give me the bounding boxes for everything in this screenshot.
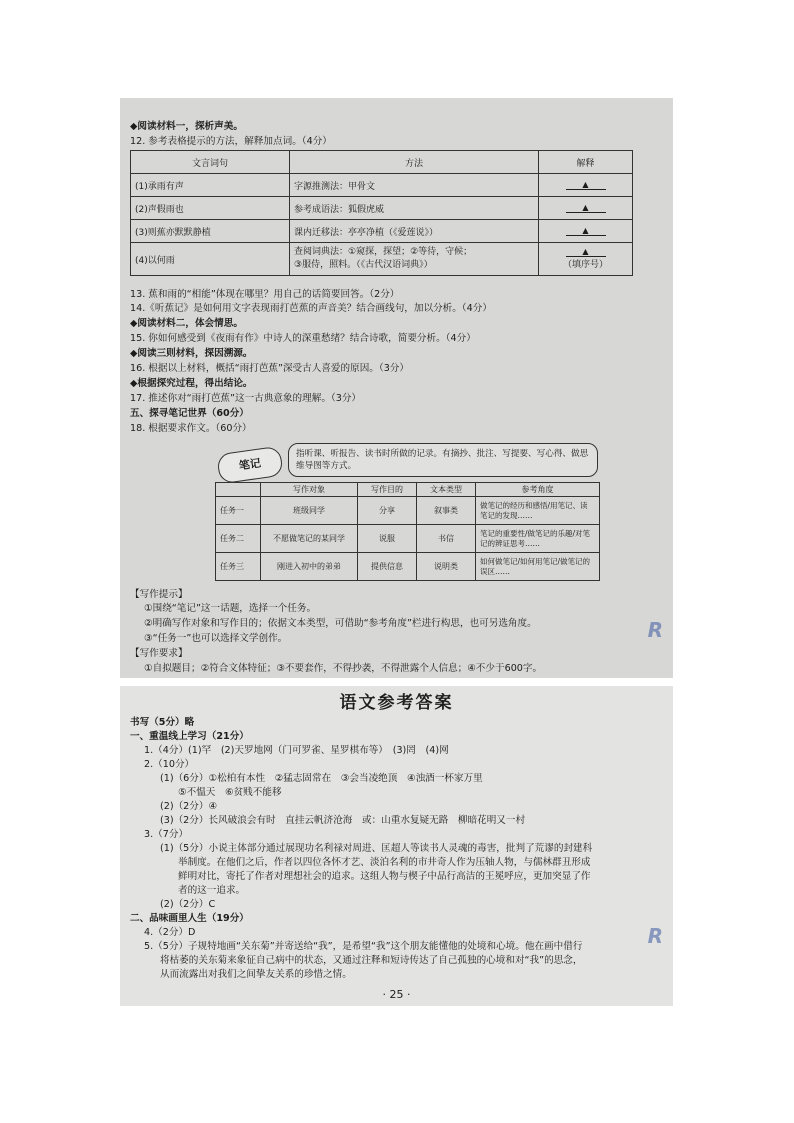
exam-page-photo — [120, 98, 673, 678]
answer-line: ⑤不愠天 ⑥贫贱不能移 — [178, 787, 282, 798]
notes-definition: 指听课、听报告、读书时所做的记录。有摘抄、批注、写提要、写心得、做思维导图等方式。 — [296, 449, 589, 471]
page-number: · 25 · — [382, 988, 411, 1001]
table-cell: 参考成语法：狐假虎威 — [290, 197, 539, 220]
table-header: 写作目的 — [358, 483, 417, 497]
table-cell: 说明类 — [417, 553, 476, 581]
table-row — [216, 525, 600, 553]
answer-line: 4.（2分）D — [144, 927, 196, 938]
section-heading: 五、探寻笔记世界（60分） — [130, 408, 249, 419]
table-cell: 书信 — [417, 525, 476, 553]
table-header: 方法 — [290, 151, 539, 174]
table-cell: (2)声假雨也 — [131, 197, 290, 220]
notes-cloud-label: 笔记 — [216, 446, 284, 485]
table-cell: 任务三 — [216, 553, 261, 581]
table-row — [216, 553, 600, 581]
table-cell: （填序号） — [562, 260, 608, 270]
table-header: 文言词句 — [131, 151, 290, 174]
answer-page-photo — [120, 686, 673, 1006]
table-cell: 任务二 — [216, 525, 261, 553]
table-cell: 说服 — [358, 525, 417, 553]
question-14: 14.《听蕉记》是如何用文字表现雨打芭蕉的声音美？结合画线句，加以分析。（4分） — [130, 303, 492, 314]
table-header: 文本类型 — [417, 483, 476, 497]
answer-blank: ▲ — [566, 247, 606, 257]
table-cell: (4)以何雨 — [131, 243, 290, 276]
question-15: 15. 你如何感受到《夜雨有作》中诗人的深重愁绪？结合诗歌，简要分析。（4分） — [130, 333, 476, 344]
table-cell: 字源推测法：甲骨文 — [290, 174, 539, 197]
table-cell: (3)则蕉亦默默静植 — [131, 220, 290, 243]
answer-line: 举制度。在他们之后，作者以四位各怀才艺、淡泊名利的市井奇人作为压轴人物，与儒林群丑形成 — [178, 857, 591, 868]
question-12: 12. 参考表格提示的方法，解释加点词。（4分） — [130, 136, 332, 147]
answer-line: 鲜明对比，寄托了作者对理想社会的追求。这组人物与楔子中品行高洁的王冕呼应，更加突显了作 — [178, 871, 591, 882]
table-cell: 做笔记的经历和感悟/用笔记、读笔记的发现…… — [476, 497, 600, 525]
table-cell: 查阅词典法：①窥探，探望；②等待，守候； — [294, 247, 473, 257]
tip-item: ①围绕“笔记”这一话题，选择一个任务。 — [144, 603, 317, 614]
table-cell: 分享 — [358, 497, 417, 525]
section-heading: ◆根据探究过程，得出结论。 — [130, 378, 253, 389]
section-heading: ◆阅读材料一，探析声美。 — [130, 121, 243, 132]
answer-title: 语文参考答案 — [339, 693, 454, 713]
answer-line: (2)（2分）C — [160, 899, 216, 910]
answer-section: 二、品味画里人生（19分） — [130, 913, 249, 924]
table-cell: ③服侍，照料。（《古代汉语词典》） — [294, 260, 433, 270]
table-row — [131, 174, 633, 197]
tip-item: ②明确写作对象和写作目的；依据文本类型，可借助“参考角度”栏进行构思，也可另选角度。 — [144, 618, 537, 629]
section-heading: ◆阅读三则材料，探因溯源。 — [130, 348, 253, 359]
table-cell: 不愿做笔记的某同学 — [261, 525, 358, 553]
answer-line: 将枯萎的关东菊来象征自己病中的状态，又通过注释和短诗传达了自己孤独的心境和对“我”的思念， — [160, 955, 583, 966]
answer-line: (1)（6分）①松柏有本性 ②猛志固常在 ③会当凌绝顶 ④浊酒一杯家万里 — [160, 773, 483, 784]
answer-line: 3.（7分） — [144, 829, 189, 840]
table-row — [131, 243, 633, 276]
table-cell: 刚进入初中的弟弟 — [261, 553, 358, 581]
answer-line: 1.（4分）(1)罕 (2)天罗地网（门可罗雀、星罗棋布等） (3)罔 (4)网 — [144, 745, 449, 756]
answer-line: (3)（2分）长风破浪会有时 直挂云帆济沧海 或：山重水复疑无路 柳暗花明又一村 — [160, 815, 526, 826]
answer-line: 2.（10分） — [144, 759, 195, 770]
answer-line: (2)（2分）④ — [160, 801, 218, 812]
answer-blank: ▲ — [566, 180, 606, 190]
table-cell: 课内迁移法：亭亭净植（《爱莲说》） — [290, 220, 539, 243]
requirement-item: ①自拟题目；②符合文体特征；③不要套作，不得抄袭，不得泄露个人信息；④不少于600字。 — [144, 663, 543, 674]
table-cell: (1)承雨有声 — [131, 174, 290, 197]
table-cell: 如何做笔记/如何用笔记/做笔记的误区…… — [476, 553, 600, 581]
question-16: 16. 根据以上材料，概括“雨打芭蕉”深受古人喜爱的原因。（3分） — [130, 363, 409, 374]
table-row — [131, 220, 633, 243]
table-cell: 任务一 — [216, 497, 261, 525]
table-header: 解释 — [539, 151, 633, 174]
table-cell: 叙事类 — [417, 497, 476, 525]
table-cell: 班级同学 — [261, 497, 358, 525]
table-header: 写作对象 — [261, 483, 358, 497]
question-13: 13. 蕉和雨的“相能”体现在哪里？用自己的话简要回答。（2分） — [130, 289, 400, 300]
section-heading: ◆阅读材料二，体会情思。 — [130, 318, 243, 329]
answer-blank: ▲ — [566, 226, 606, 236]
table-header: 参考角度 — [476, 483, 600, 497]
table-cell: 提供信息 — [358, 553, 417, 581]
answer-blank: ▲ — [566, 203, 606, 213]
table-row — [216, 497, 600, 525]
requirements-heading: 【写作要求】 — [130, 648, 188, 659]
answer-line: 者的这一追求。 — [178, 885, 246, 896]
table-row — [131, 197, 633, 220]
task-table — [215, 482, 600, 581]
watermark-logo: R — [647, 618, 663, 642]
answer-line: (1)（5分）小说主体部分通过展现功名利禄对周进、匡超人等读书人灵魂的毒害，批判了荒谬的封建科 — [160, 843, 593, 854]
answer-line: 从而流露出对我们之间挚友关系的珍惜之情。 — [160, 969, 352, 980]
answer-line: 书写（5分）略 — [130, 717, 195, 728]
answer-section: 一、重温线上学习（21分） — [130, 731, 249, 742]
question-18: 18. 根据要求作文。（60分） — [130, 423, 252, 434]
answer-line: 5.（5分）子规特地画“关东菊”并寄送给“我”，是希望“我”这个朋友能懂他的处境和心境。他在画中借行 — [144, 941, 583, 952]
table-cell: 笔记的重要性/做笔记的乐趣/对笔记的辨证思考…… — [476, 525, 600, 553]
tips-heading: 【写作提示】 — [130, 589, 188, 600]
table-header — [216, 483, 261, 497]
method-table — [130, 150, 633, 276]
question-17: 17. 推述你对“雨打芭蕉”这一古典意象的理解。（3分） — [130, 393, 362, 404]
tip-item: ③“任务一”也可以选择文学创作。 — [144, 633, 288, 644]
watermark-logo: R — [647, 924, 663, 948]
